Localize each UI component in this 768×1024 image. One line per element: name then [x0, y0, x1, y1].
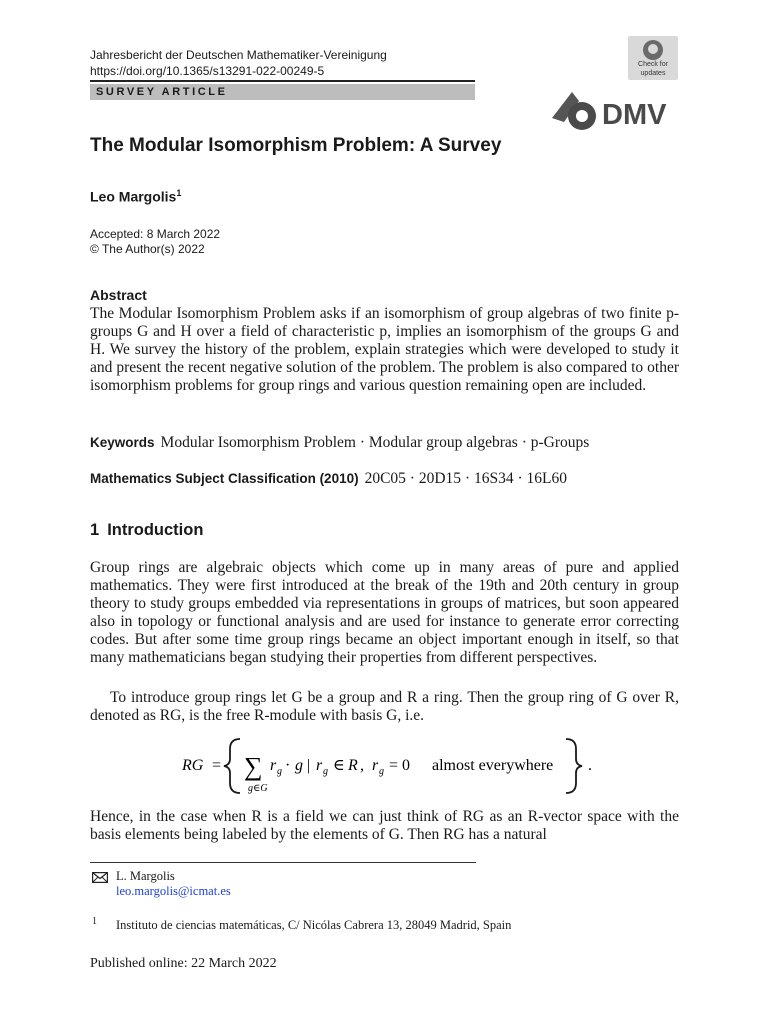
author-name: Leo Margolis	[90, 188, 177, 205]
paper-title: The Modular Isomorphism Problem: A Survey	[90, 135, 502, 156]
doi-link[interactable]: https://doi.org/10.1365/s13291-022-00249-5	[90, 64, 325, 78]
svg-text:.: .	[588, 757, 592, 774]
msc-label: Mathematics Subject Classification (2010)	[90, 471, 359, 486]
svg-text:R: R	[348, 757, 358, 774]
intro-paragraph-2: To introduce group rings let G be a group and R a ring. Then the group ring of G over R, denoted as RG, is the free R-module with basis G, i.e.	[90, 689, 679, 724]
svg-text:RG: RG	[182, 757, 204, 774]
equation-right-brace	[566, 739, 582, 793]
svg-text:·: ·	[285, 757, 291, 774]
keywords-label: Keywords	[90, 435, 155, 450]
abstract-heading: Abstract	[90, 287, 147, 303]
dmv-logo-text: DMV	[602, 99, 667, 131]
equation-text: almost everywhere	[432, 757, 554, 774]
footnote-rule	[90, 862, 476, 863]
svg-text:r: r	[270, 757, 277, 774]
affiliation-number: 1	[92, 916, 97, 927]
msc-codes: 20C05 · 20D15 · 16S34 · 16L60	[364, 470, 567, 487]
author-line	[90, 184, 181, 206]
svg-text:= 0: = 0	[389, 757, 411, 774]
svg-text:|: |	[307, 757, 311, 774]
accepted-date: Accepted: 8 March 2022	[90, 227, 221, 241]
svg-text:g: g	[323, 766, 328, 777]
copyright-notice: © The Author(s) 2022	[90, 242, 205, 256]
svg-text:=: =	[212, 757, 222, 774]
check-for-updates-button[interactable]	[628, 36, 678, 80]
svg-text:∈: ∈	[333, 757, 345, 774]
svg-text:g: g	[295, 757, 303, 774]
author-affiliation-mark: 1	[176, 188, 182, 198]
corresponding-author-email[interactable]: leo.margolis@icmat.es	[116, 884, 231, 898]
svg-text:g: g	[277, 766, 282, 777]
intro-paragraph-3: Hence, in the case when R is a field we can just think of RG as an R-vector space with the basis elements being labeled by the elements of G. Then RG has a natural	[90, 808, 679, 843]
svg-text:∑: ∑	[244, 752, 263, 781]
svg-text:,: ,	[360, 757, 364, 774]
section-heading	[90, 520, 203, 540]
dmv-logo	[550, 84, 680, 134]
svg-text:r: r	[316, 757, 323, 774]
svg-text:g∈G: g∈G	[248, 783, 268, 794]
intro-paragraph-1: Group rings are algebraic objects which come up in many areas of pure and applied mathematics. They were first introduced at the break of the 19th and 20th century in group theory to study groups embedded via representations in groups of matrices, but soon appeared also in topology or functional analysis and are used for instance to generate error correcting codes. But after some time group rings became an object important enough in itself, so that many mathematicians began studying their properties from different perspectives.	[90, 559, 679, 666]
section-title: Introduction	[107, 521, 204, 539]
check-updates-line1: Check for	[638, 61, 668, 68]
header-rule	[90, 80, 475, 82]
msc-line	[90, 470, 567, 488]
section-number: 1	[90, 521, 100, 539]
envelope-icon	[92, 872, 108, 883]
svg-text:r: r	[372, 757, 379, 774]
article-type-bar	[90, 84, 475, 100]
svg-text:g: g	[379, 766, 384, 777]
published-online-date: Published online: 22 March 2022	[90, 956, 277, 971]
keywords-text: Modular Isomorphism Problem · Modular group algebras · p-Groups	[160, 434, 590, 451]
abstract-body: The Modular Isomorphism Problem asks if an isomorphism of group algebras of two finite p-groups G and H over a field of characteristic p, implies an isomorphism of the groups G and H. We survey the history of the problem, explain strategies which were developed to study it and present the recent negative solution of the problem. The problem is also compared to other isomorphism problems for group rings and various question remaining open are included.	[90, 305, 679, 394]
affiliation-text: Instituto de ciencias matemáticas, C/ Nicólas Cabrera 13, 28049 Madrid, Spain	[116, 918, 512, 932]
check-updates-line2: updates	[640, 69, 666, 77]
article-type-label: SURVEY ARTICLE	[96, 86, 228, 98]
keywords-line	[90, 434, 589, 452]
group-ring-equation	[182, 735, 602, 795]
corresponding-author-name: L. Margolis	[116, 869, 175, 883]
check-updates-icon	[643, 40, 663, 60]
journal-name: Jahresbericht der Deutschen Mathematiker-Vereinigung	[90, 48, 387, 62]
equation-left-brace	[224, 739, 240, 793]
